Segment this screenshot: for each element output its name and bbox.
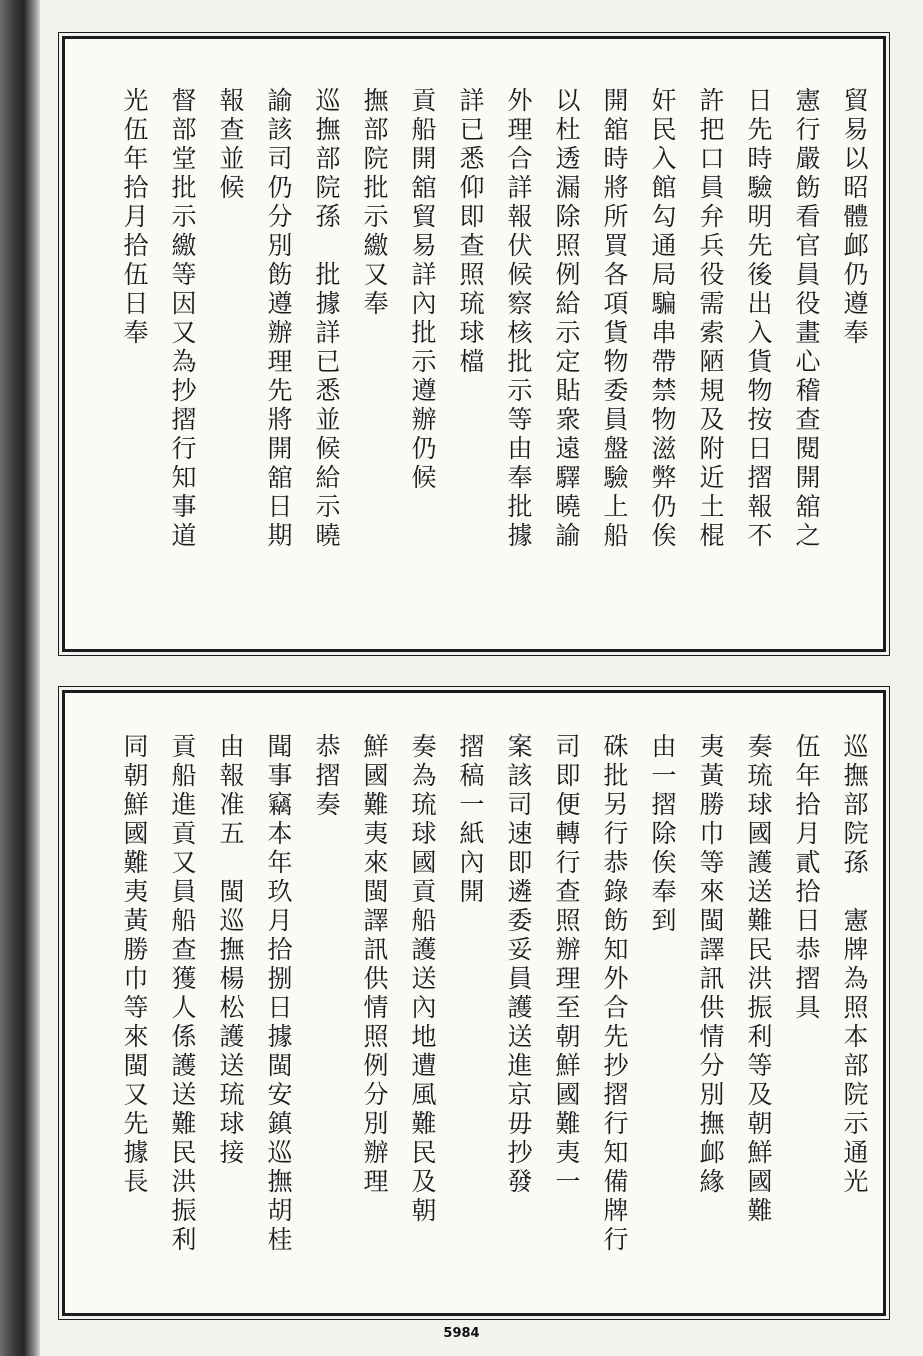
text-column: 詳已悉仰即查照琉球檔 bbox=[456, 87, 485, 377]
text-column: 奏琉球國護送難民洪振利等及朝鮮國難 bbox=[744, 733, 773, 1226]
text-column: 案該司速即遴委妥員護送進京毋抄發 bbox=[504, 733, 533, 1197]
bottom-text-panel bbox=[62, 690, 886, 1316]
text-column: 日先時驗明先後出入貨物按日摺報不 bbox=[744, 87, 773, 551]
text-column: 督部堂批示繳等因又為抄摺行知事道 bbox=[168, 87, 197, 551]
text-column: 硃批另行恭錄飭知外合先抄摺行知備牌行 bbox=[600, 733, 629, 1255]
text-column: 恭摺奏 bbox=[312, 733, 341, 820]
text-column: 由一摺除俟奉到 bbox=[648, 733, 677, 936]
text-column: 巡撫部院孫 憲牌為照本部院示通光 bbox=[840, 733, 869, 1197]
text-column: 以杜透漏除照例給示定貼衆遠驛曉諭 bbox=[552, 87, 581, 551]
text-column: 巡撫部院孫 批據詳已悉並候給示曉 bbox=[312, 87, 341, 551]
top-text-panel bbox=[62, 36, 886, 652]
text-column: 諭該司仍分別飭遵辦理先將開舘日期 bbox=[264, 87, 293, 551]
book-binding-shadow bbox=[0, 0, 40, 1356]
text-column: 貢船開舘貿易詳內批示遵辦仍候 bbox=[408, 87, 437, 493]
text-column: 鮮國難夷來閩譯訊供情照例分別辦理 bbox=[360, 733, 389, 1197]
text-column: 貢船進貢又員船查獲人係護送難民洪振利 bbox=[168, 733, 197, 1255]
text-column: 許把口員弁兵役需索陋規及附近土棍 bbox=[696, 87, 725, 551]
text-column: 奏為琉球國貢船護送內地遭風難民及朝 bbox=[408, 733, 437, 1226]
text-column: 夷黃勝巾等來閩譯訊供情分別撫䘏緣 bbox=[696, 733, 725, 1197]
text-column: 憲行嚴飭看官員役畫心稽查閱開舘之 bbox=[792, 87, 821, 551]
document-page bbox=[40, 0, 923, 1356]
text-column: 伍年拾月貳拾日恭摺具 bbox=[792, 733, 821, 1023]
text-column: 報查並候 bbox=[216, 87, 245, 203]
text-column: 開舘時將所買各項貨物委員盤驗上船 bbox=[600, 87, 629, 551]
text-column: 同朝鮮國難夷黃勝巾等來閩又先據長 bbox=[120, 733, 149, 1197]
text-column: 聞事竊本年玖月拾捌日據閩安鎮巡撫胡桂 bbox=[264, 733, 293, 1255]
page-number: 5984 bbox=[443, 1326, 480, 1341]
text-column: 光伍年拾月拾伍日奉 bbox=[120, 87, 149, 348]
text-column: 外理合詳報伏候察核批示等由奉批據 bbox=[504, 87, 533, 551]
text-column: 貿易以昭體䘏仍遵奉 bbox=[840, 87, 869, 348]
text-column: 由報准五 閩巡撫楊松護送琉球接 bbox=[216, 733, 245, 1168]
text-column: 奸民入館勾通局騙串帶禁物滋弊仍俟 bbox=[648, 87, 677, 551]
text-column: 撫部院批示繳又奉 bbox=[360, 87, 389, 319]
text-column: 摺稿一紙內開 bbox=[456, 733, 485, 907]
text-column: 司即便轉行查照辦理至朝鮮國難夷一 bbox=[552, 733, 581, 1197]
